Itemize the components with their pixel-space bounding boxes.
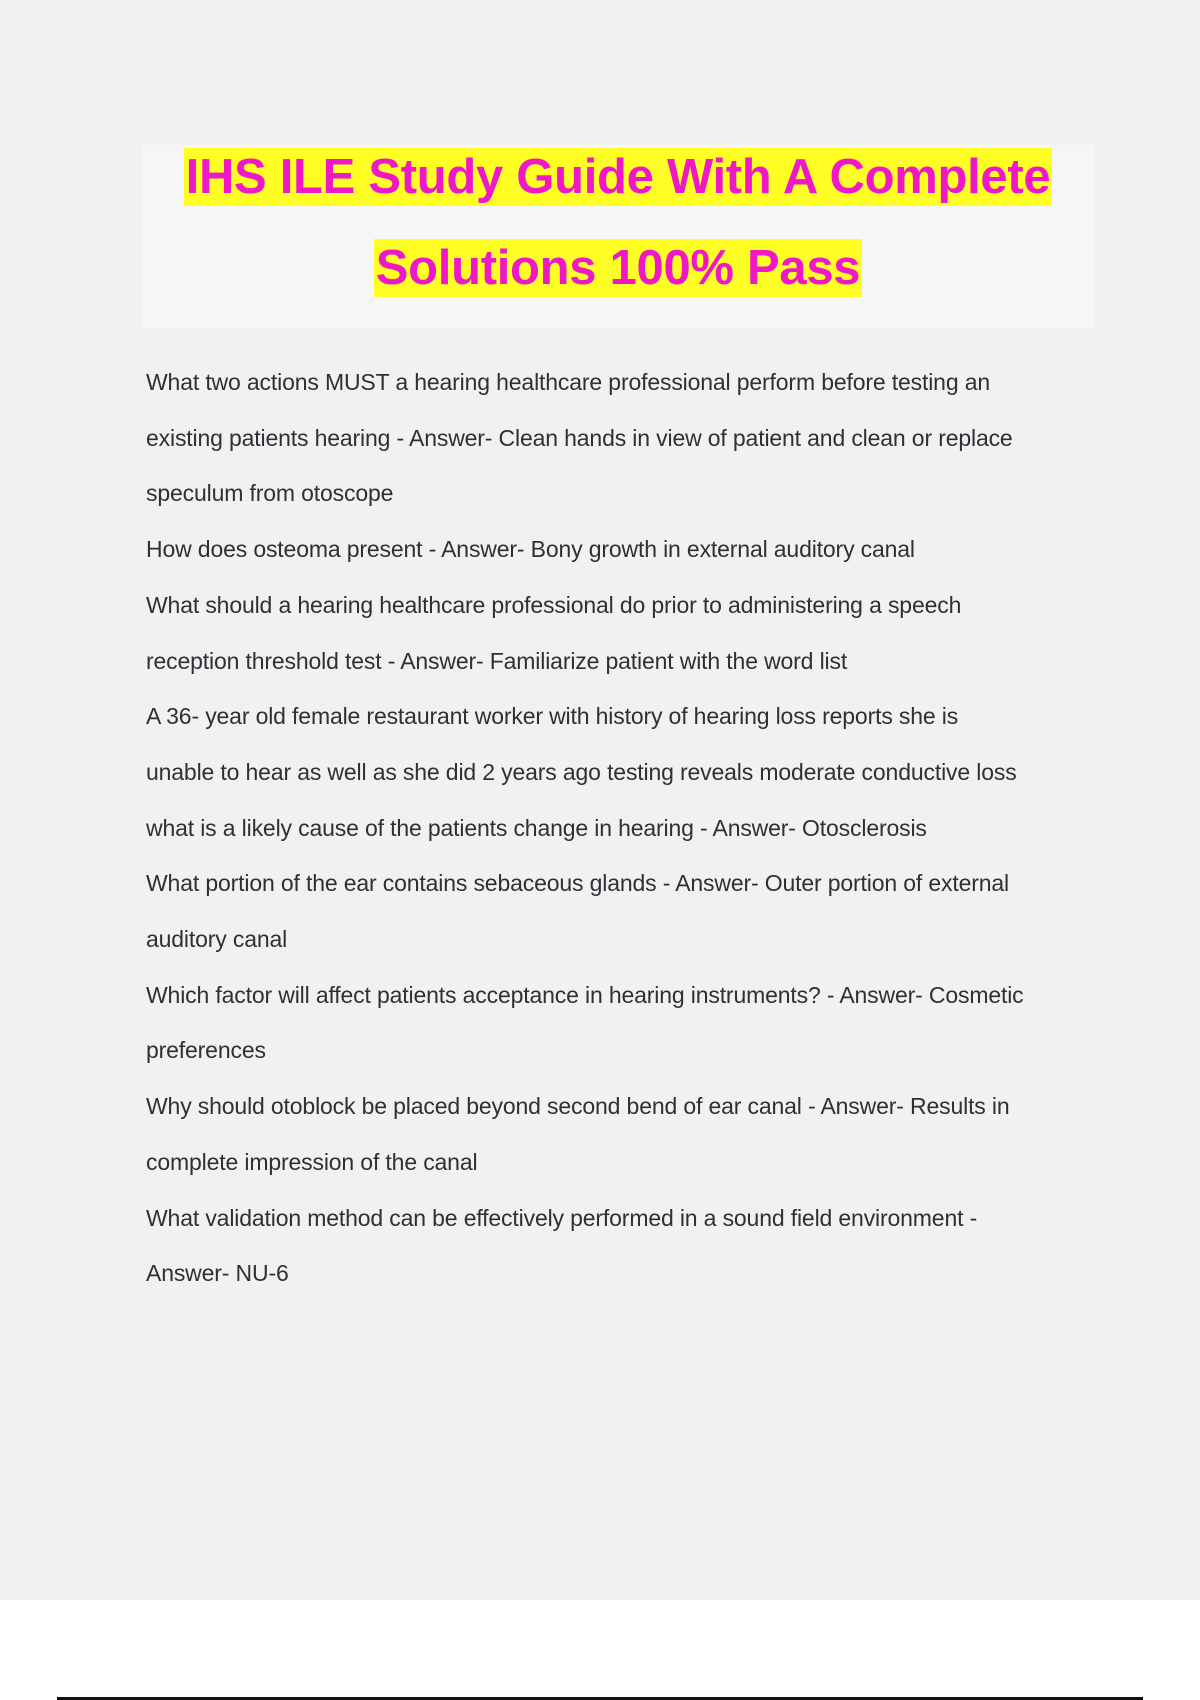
qa-line: existing patients hearing - Answer- Clean hands in view of patient and clean or replace: [146, 424, 1013, 451]
title-line-2: Solutions 100% Pass: [375, 241, 861, 295]
qa-line: preferences: [146, 1037, 266, 1064]
qa-line: What should a hearing healthcare professional do prior to administering a speech: [146, 591, 962, 618]
qa-item-4: [146, 689, 1096, 856]
qa-line: speculum from otoscope: [146, 480, 394, 507]
qa-line: Why should otoblock be placed beyond second bend of ear canal - Answer- Results in: [146, 1093, 1010, 1120]
qa-line: What two actions MUST a hearing healthcare professional perform before testing an: [146, 369, 990, 395]
qa-line: Which factor will affect patients acceptance in hearing instruments? - Answer- Cosmetic: [146, 981, 1024, 1008]
qa-line: complete impression of the canal: [146, 1148, 478, 1175]
qa-item-8: [146, 1191, 1096, 1302]
qa-line: What validation method can be effectively performed in a sound field environment -: [146, 1204, 978, 1231]
qa-item-7: [146, 1079, 1096, 1190]
document-title: [143, 145, 1093, 328]
qa-item-1: [146, 355, 1096, 522]
qa-list: [146, 355, 1096, 1302]
qa-line: reception threshold test - Answer- Familiarize patient with the word list: [146, 647, 848, 674]
qa-line: auditory canal: [146, 926, 288, 953]
qa-line: unable to hear as well as she did 2 years ago testing reveals moderate conductive loss: [146, 758, 1017, 785]
qa-item-6: [146, 968, 1096, 1079]
qa-line: Answer- NU-6: [146, 1260, 289, 1287]
qa-line: How does osteoma present - Answer- Bony growth in external auditory canal: [146, 536, 915, 563]
qa-line: what is a likely cause of the patients change in hearing - Answer- Otosclerosis: [146, 814, 927, 841]
qa-item-2: [146, 522, 1096, 578]
qa-item-5: [146, 856, 1096, 967]
title-line-1: IHS ILE Study Guide With A Complete: [185, 150, 1051, 204]
qa-item-3: [146, 578, 1096, 689]
qa-line: What portion of the ear contains sebaceous glands - Answer- Outer portion of external: [146, 870, 1010, 897]
qa-line: A 36- year old female restaurant worker with history of hearing loss reports she is: [146, 703, 959, 730]
